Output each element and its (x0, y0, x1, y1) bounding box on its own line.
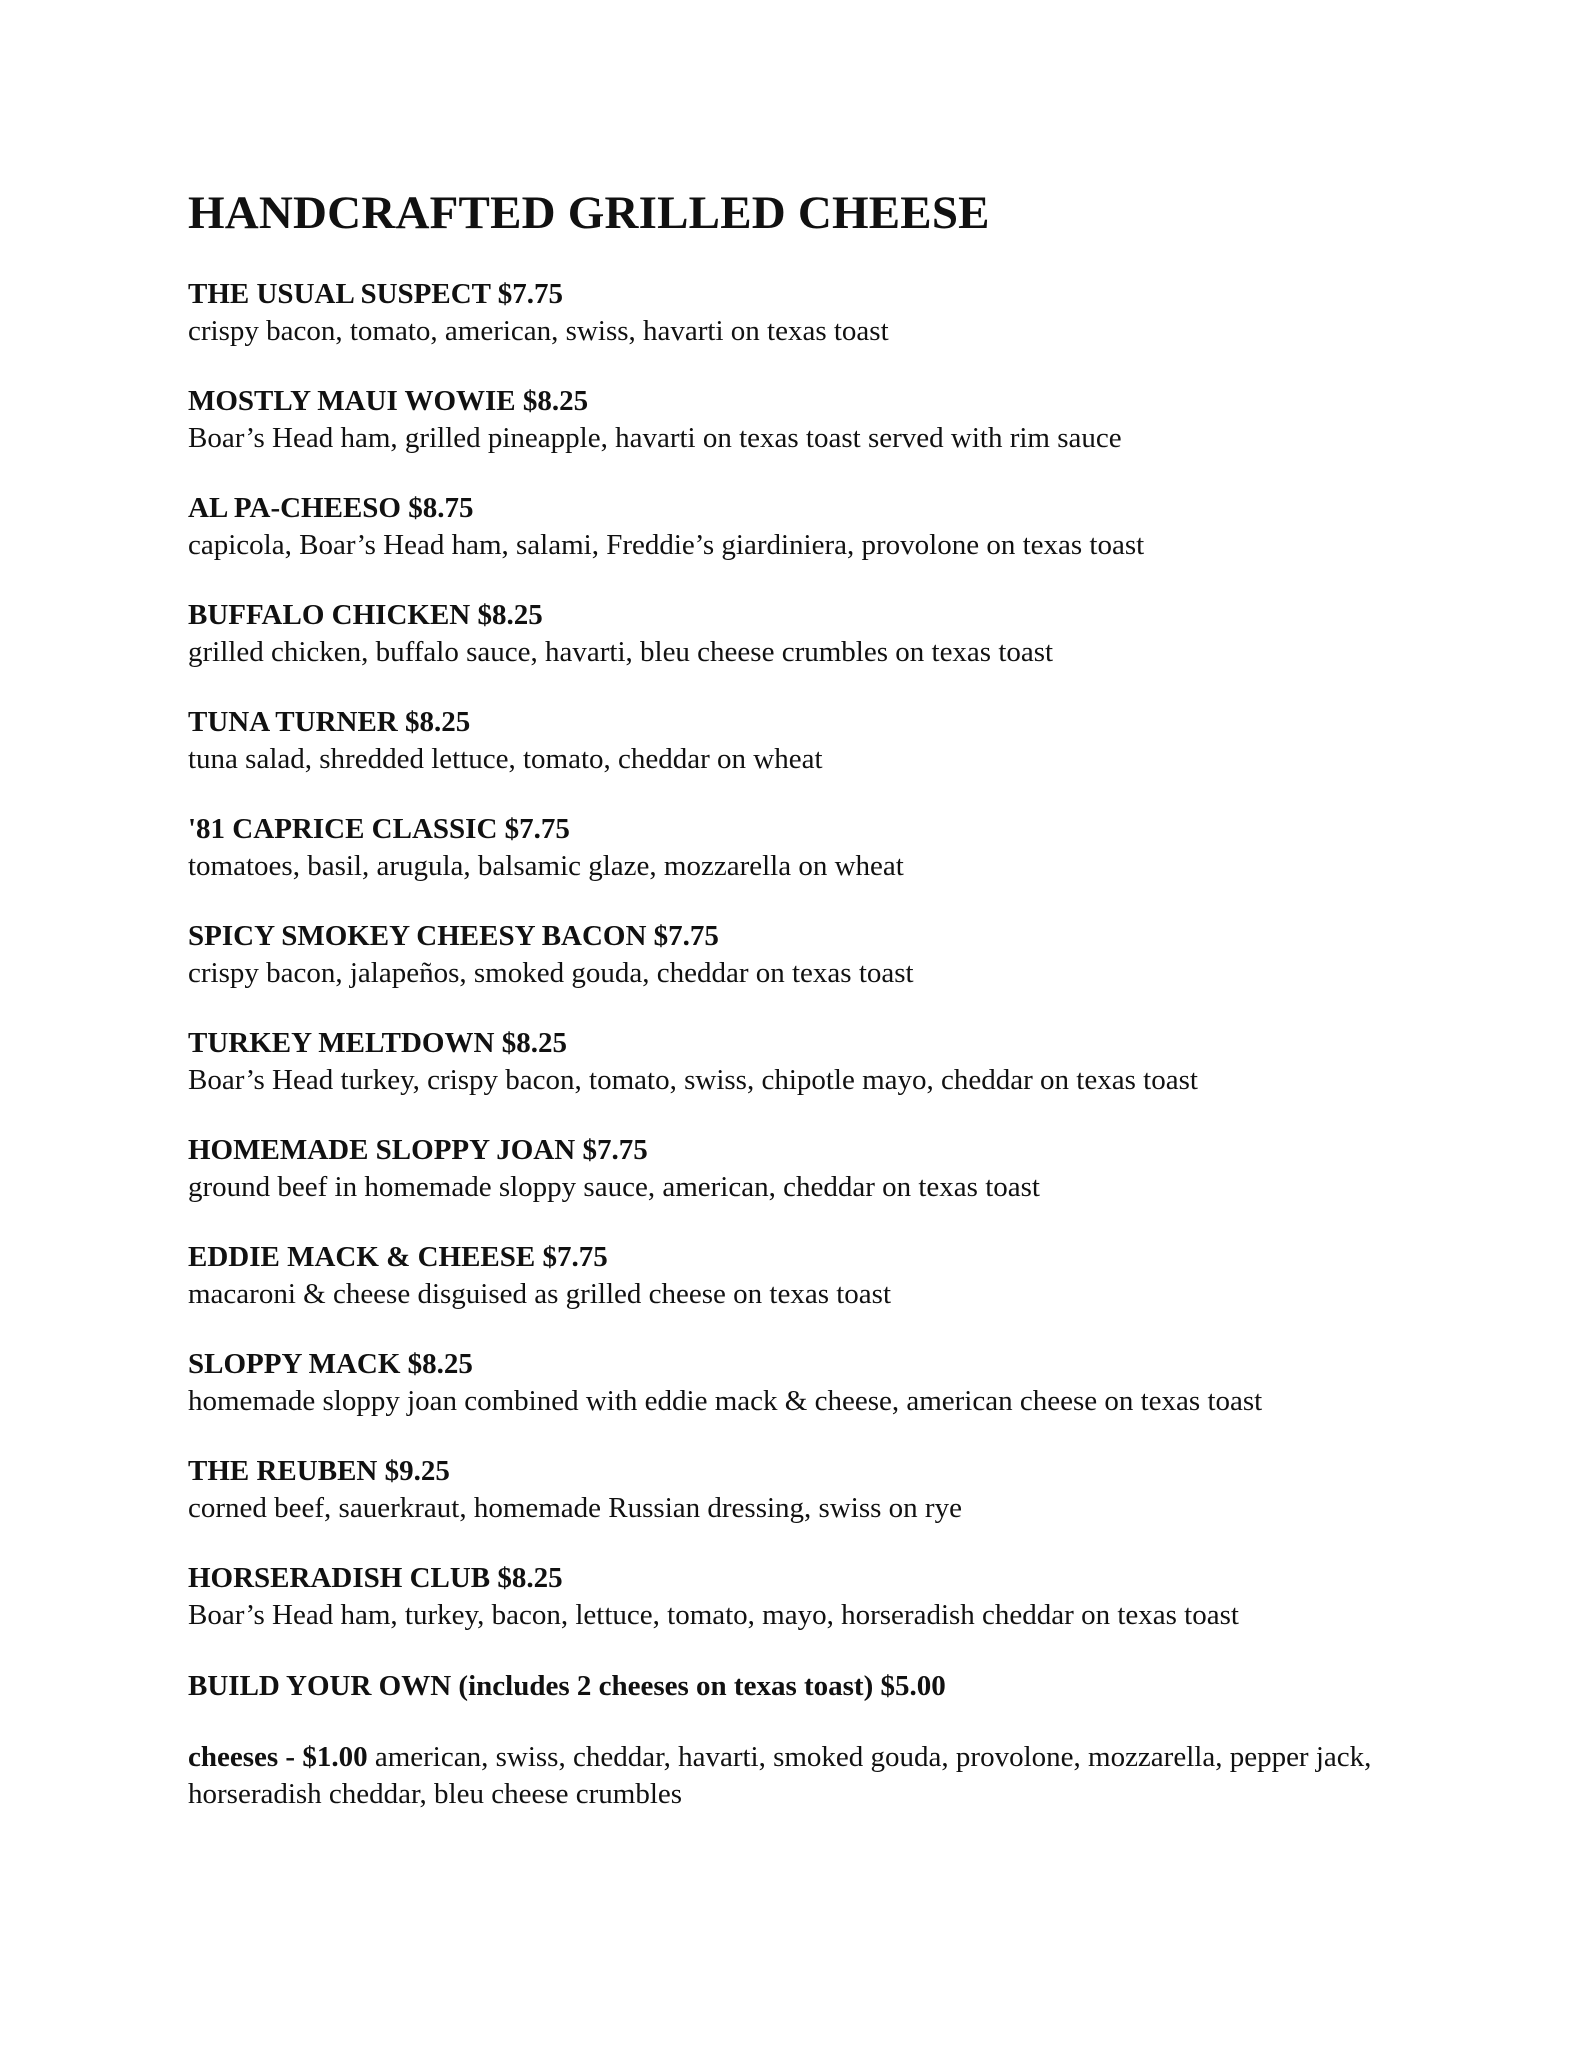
menu-item-name: SPICY SMOKEY CHEESY BACON (188, 920, 647, 952)
menu-item-heading (188, 1025, 1438, 1062)
menu-item-heading (188, 1132, 1438, 1169)
menu-item-name: TUNA TURNER (188, 706, 398, 738)
menu-item-price: $7.75 (497, 278, 563, 310)
menu-item-heading (188, 1346, 1438, 1383)
menu-item-description: capicola, Boar’s Head ham, salami, Freddie’s giardiniera, provolone on texas toast (188, 529, 1145, 561)
menu-item-price: $7.75 (504, 813, 570, 845)
menu-item (188, 1132, 1438, 1239)
menu-title: HANDCRAFTED GRILLED CHEESE (188, 187, 990, 239)
menu-item-heading (188, 1560, 1438, 1597)
menu-item-heading (188, 704, 1438, 741)
build-your-own-heading (188, 1668, 946, 1705)
menu-item-name: MOSTLY MAUI WOWIE (188, 385, 516, 417)
build-your-own-price: $5.00 (880, 1670, 946, 1702)
menu-item-description: Boar’s Head ham, grilled pineapple, havarti on texas toast served with rim sauce (188, 422, 1122, 454)
menu-item-name: TURKEY MELTDOWN (188, 1027, 495, 1059)
cheeses-list: american, swiss, cheddar, havarti, smoked gouda, provolone, mozzarella, pepper jack, horseradish cheddar, bleu cheese crumbles (188, 1741, 1372, 1810)
menu-item-description: Boar’s Head turkey, crispy bacon, tomato, swiss, chipotle mayo, cheddar on texas toast (188, 1064, 1198, 1096)
menu-item-description: Boar’s Head ham, turkey, bacon, lettuce, tomato, mayo, horseradish cheddar on texas toast (188, 1599, 1239, 1631)
menu-item-heading (188, 1453, 1438, 1490)
menu-item-price: $7.75 (542, 1241, 608, 1273)
menu-item-heading (188, 276, 1438, 313)
menu-item-name: THE REUBEN (188, 1455, 378, 1487)
menu-item-name: AL PA-CHEESO (188, 492, 401, 524)
menu-item-name: BUFFALO CHICKEN (188, 599, 471, 631)
menu-item-heading (188, 383, 1438, 420)
menu-item-description: grilled chicken, buffalo sauce, havarti, bleu cheese crumbles on texas toast (188, 636, 1054, 668)
menu-item-description: crispy bacon, tomato, american, swiss, havarti on texas toast (188, 315, 889, 347)
menu-item (188, 1346, 1438, 1453)
menu-item (188, 1453, 1438, 1560)
menu-item-price: $7.75 (653, 920, 719, 952)
menu-item (188, 1560, 1438, 1667)
menu-item (188, 704, 1438, 811)
menu-item (188, 276, 1438, 383)
menu-item-name: HOMEMADE SLOPPY JOAN (188, 1134, 576, 1166)
menu-item-list (188, 276, 1438, 1667)
menu-item-price: $8.25 (522, 385, 589, 417)
menu-item-description: tomatoes, basil, arugula, balsamic glaze, mozzarella on wheat (188, 850, 904, 882)
menu-item-name: EDDIE MACK & CHEESE (188, 1241, 536, 1273)
menu-item-description: crispy bacon, jalapeños, smoked gouda, cheddar on texas toast (188, 957, 914, 989)
menu-item (188, 1239, 1438, 1346)
menu-item-heading (188, 597, 1438, 634)
menu-item (188, 383, 1438, 490)
menu-item (188, 490, 1438, 597)
menu-item-price: $9.25 (384, 1455, 450, 1487)
menu-item (188, 597, 1438, 704)
menu-item-description: ground beef in homemade sloppy sauce, american, cheddar on texas toast (188, 1171, 1040, 1203)
menu-item-description: homemade sloppy joan combined with eddie mack & cheese, american cheese on texas toast (188, 1385, 1263, 1417)
build-your-own-name: BUILD YOUR OWN (includes 2 cheeses on texas toast) (188, 1670, 874, 1702)
menu-item-name: SLOPPY MACK (188, 1348, 401, 1380)
menu-item-description: tuna salad, shredded lettuce, tomato, cheddar on wheat (188, 743, 823, 775)
menu-item-price: $8.25 (477, 599, 543, 631)
menu-item-heading (188, 918, 1438, 955)
menu-item-heading (188, 1239, 1438, 1276)
menu-item-name: '81 CAPRICE CLASSIC (188, 813, 498, 845)
menu-item-price: $8.25 (407, 1348, 473, 1380)
menu-item-description: macaroni & cheese disguised as grilled cheese on texas toast (188, 1278, 892, 1310)
menu-item-heading (188, 490, 1438, 527)
menu-item (188, 1025, 1438, 1132)
menu-item (188, 918, 1438, 1025)
menu-item-price: $8.25 (405, 706, 471, 738)
menu-item-name: THE USUAL SUSPECT (188, 278, 491, 310)
menu-item-price: $7.75 (582, 1134, 648, 1166)
menu-item-description: corned beef, sauerkraut, homemade Russian dressing, swiss on rye (188, 1492, 962, 1524)
cheeses-label: cheeses - $1.00 (188, 1741, 368, 1773)
menu-item-heading (188, 811, 1438, 848)
cheeses-paragraph (188, 1739, 1428, 1813)
menu-item (188, 811, 1438, 918)
menu-item-name: HORSERADISH CLUB (188, 1562, 491, 1594)
menu-item-price: $8.25 (501, 1027, 567, 1059)
menu-item-price: $8.75 (408, 492, 474, 524)
menu-item-price: $8.25 (497, 1562, 563, 1594)
